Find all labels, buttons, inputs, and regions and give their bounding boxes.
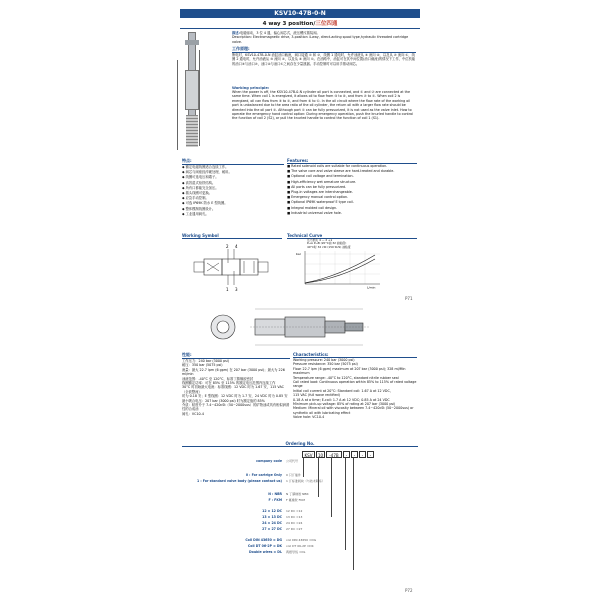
ordering-option-label: 12 = 12 DC [262,509,282,513]
port-label: 3 [235,287,238,292]
page-subtitle [180,20,420,29]
features-en-block [287,158,417,216]
connector-line [318,457,319,497]
feature-item: ◆ 阀芯与阀座经淬硬处理，耐用。 [182,170,232,175]
feature-item: ■ Plug-in voltages are interchangeable. [287,190,353,195]
code-box: - [359,451,366,458]
param-item: Medium: Mineral oil with viscosity between 7.4~420cSt (50~2000sus) or synthetic oil with lubricating effect [293,406,414,415]
code-box: -47B [326,451,342,458]
ordering-heading: Ordering No. [182,441,418,447]
code-box: 10 [317,453,324,458]
connector-line [303,457,304,477]
feature-item: ■ Industrial universal valve hole. [287,210,342,215]
param-item: 油液范围：-40°C 至 120°C，标准丁腈橡胶密封 [182,376,254,381]
dimension-drawing [195,303,395,351]
feature-item: ◆ 整体模制线圈设计。 [182,206,216,211]
connector-line [331,457,332,517]
ordering-option-label: Coil DT 06-2P = DK [247,544,282,548]
curve-legend-0: 压力损失 4 — 2 →1 [307,238,333,242]
param-item: 耐压：350 bar (5075 psi) [182,363,223,368]
param-item: 阀孔：VC10-4 [182,411,204,416]
working-cn-block [232,46,416,66]
param-item: Working pressure: 240 bar (3000 psi) [293,358,355,362]
working-en-heading: Working principle: [232,86,270,90]
ordering-option-desc: 0 只订插件 [286,473,301,477]
params-cn-list [182,359,290,416]
param-item: 工作压力：240 bar (3000 psi) [182,359,230,363]
ordering-option-label: 13 = 13 DC [262,515,282,519]
feature-item: ■ Integral molded coil design. [287,205,338,210]
port-label: 4 [235,244,238,249]
ordering-option-desc: N 丁腈橡胶 NBR [286,492,309,496]
description-block [232,31,416,44]
page-number-p71: P71 [405,296,413,301]
working-en-text: When the power is off, the KSV10-47B-0-N cylinder oil port is connected, and ① and ② are connected at the same time. When coil 1 is energized, it allows oil to flow from ③ to ④, and from ② to ①. When coil 2 is energized, oil can flow from ③ to ②, and from ④ to ①. In the oil circuit where the flow rate of the working oil port is unbalanced due to the area ratio of the oil cylinder, the return oil with a larger flow rate should be directed into the oil port ②. Although port ① can be fully pressurized, it is not used as the valve inlet. How to operate the emergency hand control option: During emergency operation, push the knurled handle to control the function of coil 2 (S2), or pull the knurled handle to control the function of coil 1 (S1). [232,90,414,121]
feature-item: ◆ 所有口都能完全加压。 [182,185,219,190]
description-text-cn: 电磁驱动，3 位 4 通，偏心阀芯式，液压螺纹插装阀。 [239,31,320,35]
feature-item: ■ Optional coil voltage and termination. [287,174,354,179]
features-cn-block [182,158,284,217]
param-item: 115 VAC (full wave rectified) [293,393,340,398]
features-cn-heading: 特点: [182,158,284,165]
product-image [175,30,223,155]
params-cn-heading: 性能: [182,352,290,359]
page-number-p72: P72 [405,588,413,593]
description-text-en: Description: Electromagnetic drive, 3-position 4-way, direct-acting spool type,hydraulic threaded cartridge valve. [232,35,409,44]
ordering-option-desc: 13 DC =13 [286,515,303,519]
ordering-option-label: 27 = 27 DC [262,527,282,531]
param-item: 线圈额定功率：可在 85% 至 115% 的额定电压范围内连续工作 [182,381,276,386]
feature-item: ◆ 应急手动控制。 [182,196,209,201]
param-item: 最小吸合电压：207 bar (3000 psi) 时为额定值的 85% [182,398,265,403]
feature-item: ■ Optional IP69K waterproof E type coil. [287,200,354,205]
page-header: KSV10-47B-0-N [180,9,420,18]
code-box: - [367,451,374,458]
feature-item: ■ Emergency manual control option. [287,195,349,200]
ordering-option-desc: 12 DC =12 [286,509,303,513]
feature-item: ◆ 线圈可选电压和端子。 [182,175,219,180]
working-en-block [232,86,416,121]
param-item: Pressure resistance: 350 bar (5075 psi) [293,362,358,367]
param-item: Temperature range: -40°C to 120°C, standard nitrile rubber seal [293,375,399,380]
features-en-heading: Features: [287,158,417,164]
param-item: Initial coil current at 20°C: Standard coil: 1.67 A at 12 VDC, [293,388,391,393]
connector-line [353,457,354,570]
x-axis-label: L/min [367,285,376,290]
feature-item: ◆ 工业通用阀孔。 [182,211,209,216]
features-en-list [287,164,417,216]
subtitle-cn: 三位四通 [315,21,338,27]
param-item: 30°C 时初始最大电流：标准线圈：12 VDC 时为 1.67 安，115 VAC（全波整流） [182,385,284,394]
param-item: Minimum pick-up voltage: 85% of rating at 207 bar (3000 psi) [293,402,396,407]
ordering-option-desc: 24 DC =24 [286,521,303,525]
pressure-drop-chart [295,249,385,289]
feature-item: ■ All ports can be fully pressurized. [287,184,347,189]
ordering-option-label: 1 : For standard valve body (please contact us) [197,479,282,483]
ordering-option-label: Double wires = DL [249,550,282,554]
ordering-option-label: N : NBR [268,492,282,496]
ordering-option-desc: 1 订标准阀块（与技术联系） [286,479,325,483]
param-item: Valve hole: VC10-4 [293,415,325,420]
param-item: 介质：粘度介于 7.4~420cSt（50~2000sus）的矿物油或具有相似润滑性的合成油 [182,403,290,412]
working-cn-text: 断电时，KSV10-47B-0-N 油缸油口截流，阀口接通 ① 和 ②，线圈 1 通电时，允许油液从 ③ 流向 ④，以及从 ② 流向 ①，线圈 2 通电时，允许油液从 ③ 流向 ②，以及从 ④ 流向 ①。在油路中，油缸可在其中间位置(油口截流)的情况下工作，中位机能的油口③与油口②，油口④与油口①之间存在少量泄漏。手动控制时可以用手推动阀芯。 [232,53,416,66]
feature-item: ■ High-efficiency wet armature structure. [287,179,357,184]
ordering-option-desc: 27 DC =27 [286,527,303,531]
ordering-option-desc: 两根导线 =DL [286,550,306,554]
params-en-block [293,352,417,420]
port-label: 2 [226,244,229,249]
code-box: KSV [302,451,315,458]
feature-item: ◆ 高效湿式衔铁结构。 [182,180,216,185]
feature-item: ◆ 插头线圈可更换。 [182,191,212,196]
ordering-option-desc: F 氟橡胶 FKM [286,498,305,502]
features-cn-list [182,165,284,217]
feature-item: ◆ 可选 IP69K 防水 E 型线圈。 [182,201,228,206]
ordering-option-desc: coil DT 06-2P =DK [286,544,314,548]
ordering-block [182,441,418,581]
param-item: 时为 0.18 安；E 型线圈：12 VDC 时为 1.7 安，24 VDC 时为 0.85 安 [182,394,288,399]
description-heading-cn: 描述: [232,31,240,35]
technical-curve-block [287,233,417,293]
working-symbol-block [182,233,282,298]
params-en-heading: Characteristics: [293,352,417,358]
technical-curve-heading: Technical Curve [287,233,417,239]
port-label: 1 [226,287,229,292]
working-symbol-heading: Working Symbol [182,233,282,239]
ordering-option-label: company code [256,459,282,463]
feature-item: ◆ 额定电磁线圈适合连续工作。 [182,165,229,169]
ordering-option-label: 0 : For cartrige Only [245,473,282,477]
connector-line [345,457,346,550]
param-item: 0.18 A at a time; E-coil: 1.7 A at 12 VDC; 0.85 A at 24 VDC [293,397,390,402]
curve-legend-1: P→A P→B (20°C油 32 油粘度) [307,241,347,246]
hydraulic-symbol [182,239,282,294]
code-box: - [351,451,358,458]
param-item: Flow: 22.7 lpm (6 gpm) maximum at 207 bar (3000 psi); 328 ml/Min maximum [293,366,406,376]
params-cn-block [182,352,290,416]
ordering-option-label: 24 = 24 DC [262,521,282,525]
params-en-list [293,358,417,420]
working-cn-heading: 工作原理: [232,46,416,53]
curve-legend-2: 40°C时 32 cSt (150 SUS) 油粘度 [307,244,351,249]
ordering-option-desc: 公司代号 [286,459,299,463]
feature-item: ■ The valve core and valve sleeve are hard-treated and durable. [287,169,395,174]
ordering-option-desc: coil DIN 43650 =DG [286,538,317,542]
y-axis-label: bar [296,252,301,257]
param-item: Coil rated load: Continuous operation within 85% to 115% of rated voltage range [293,380,417,389]
subtitle-en: 4 way 3 position/ [262,21,316,27]
code-box: - [343,451,350,458]
ordering-option-label: F : FKM [268,498,282,502]
param-item: 流量：最大 22.7 lpm (6 gpm) 在 207 bar (3000 psi)；最大为 226 ml/min [182,367,285,377]
feature-item: ■ Rated solenoid coils are suitable for continuous operation. [287,164,388,168]
ordering-option-label: Coil DIN 43650 = DG [245,538,282,542]
